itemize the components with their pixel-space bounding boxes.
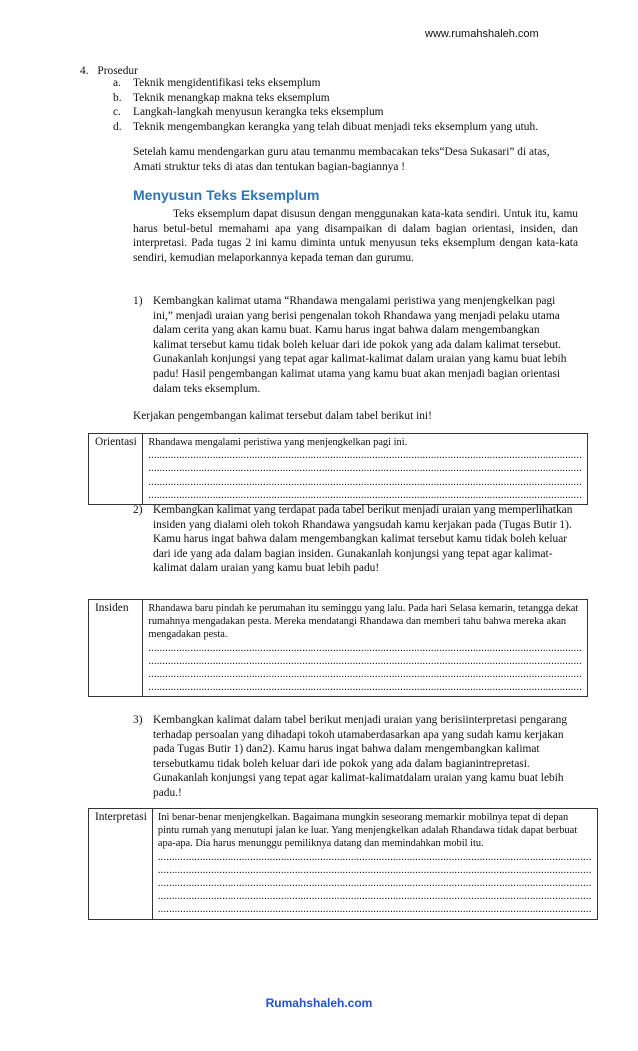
list-item-letter: a. — [113, 77, 121, 89]
list-item-text: Teknik mengembangkan kerangka yang telah dibuat menjadi teks eksemplum yang utuh. — [133, 120, 539, 133]
list-item-letter: c. — [113, 106, 121, 119]
answer-line[interactable]: ........................................................................................................................................................... — [157, 878, 592, 890]
task-item-1 — [133, 294, 573, 396]
table-text: Rhandawa baru pindah ke perumahan itu seminggu yang lalu. Pada hari Selasa kemarin, tetangga dekat rumahnya mengadakan pesta. Mereka mendatangi Rhandawa dan memberi tahu bahwa mereka akan mengadakan pesta. — [148, 603, 579, 641]
list-item — [113, 91, 593, 106]
answer-line[interactable]: ........................................................................................................................................................... — [148, 642, 582, 654]
task-number: 3) — [133, 714, 143, 726]
list-item-letter: b. — [113, 91, 122, 104]
table-instruction: Kerjakan pengembangan kalimat tersebut dalam tabel berikut ini! — [133, 410, 432, 422]
answer-line[interactable]: ........................................................................................................................................................... — [148, 489, 582, 501]
task-text: Kembangkan kalimat yang terdapat pada tabel berikut menjadi uraian yang memperlihatkan insiden yang dialami oleh tokoh Rhandawa yangsudah kamu kerjakan pada (Tugas Butir 1). Kamu harus ingat bahwa dalam mengembangkan kalimat tersebut kamu tidak boleh keluar dari ide yang ada dalam bagian insiden. Gunakanlah konjungsi yang tepat agar kalimat-kalimat dalam uraian yang kamu buat lebih padu! — [153, 504, 573, 575]
list-item — [113, 120, 593, 135]
section-title: Prosedur — [97, 65, 138, 77]
answer-line[interactable]: ........................................................................................................................................................... — [148, 450, 582, 462]
insiden-table — [88, 599, 588, 697]
list-item-text: Teknik mengidentifikasi teks eksemplum — [133, 77, 321, 89]
table-label: Interpretasi — [89, 809, 153, 920]
answer-line[interactable]: ........................................................................................................................................................... — [148, 682, 582, 694]
sub-item-list — [113, 76, 593, 134]
task-item-2 — [133, 503, 573, 576]
section-subheading: Menyusun Teks Eksemplum — [133, 187, 320, 203]
task-text: Kembangkan kalimat utama “Rhandawa mengalami peristiwa yang menjengkelkan pagi ini,” menjadi uraian yang berisi pengenalan tokoh Rhandawa yang menjadi pelaku utama dalam cerita yang akan kamu buat. Kamu harus ingat bahwa dalam mengembangkan kalimat tersebut kamu tidak boleh keluar dari ide pokok yang ada dalam kalimat tersebut. Gunakanlah konjungsi yang tepat agar kalimat-kalimat dalam uraian yang kamu buat lebih padu! Hasil pengembangan kalimat utama yang kamu buat akan menjadi bagian orientasi dalam teks eksemplum. — [153, 295, 567, 395]
task-item-3 — [133, 713, 573, 801]
table-content — [143, 600, 588, 697]
table-text: Ini benar-benar menjengkelkan. Bagaimana mungkin seseorang memarkir mobilnya tepat di depan pintu rumah yang menutupi jalan ke luar. Yang menjengkelkan adalah Rhandawa tidak dapat berbuat apa-apa. Dia harus menunggu pemiliknya datang dan memindahkan mobil itu. — [157, 812, 578, 850]
header-url: www.rumahshaleh.com — [425, 28, 539, 40]
table-content — [143, 434, 588, 505]
answer-line[interactable]: ........................................................................................................................................................... — [157, 904, 592, 916]
table-content — [152, 809, 597, 920]
table-text: Rhandawa mengalami peristiwa yang menjengkelkan pagi ini. — [148, 437, 408, 448]
answer-line[interactable]: ........................................................................................................................................................... — [157, 864, 592, 876]
list-item-letter: d. — [113, 120, 122, 133]
answer-line[interactable]: ........................................................................................................................................................... — [148, 476, 582, 488]
footer-link[interactable]: Rumahshaleh.com — [265, 996, 373, 1010]
instruction-text: Setelah kamu mendengarkan guru atau temanmu membacakan teks“Desa Sukasari” di atas, Amati struktur teks di atas dan tentukan bagian-bagiannya ! — [133, 146, 550, 173]
answer-line[interactable]: ........................................................................................................................................................... — [148, 655, 582, 667]
list-item-text: Langkah-langkah menyusun kerangka teks eksemplum — [133, 106, 384, 119]
list-item — [113, 105, 593, 120]
table-label: Orientasi — [89, 434, 143, 505]
task-number: 2) — [133, 504, 143, 516]
answer-line[interactable]: ........................................................................................................................................................... — [157, 851, 592, 863]
answer-line[interactable]: ........................................................................................................................................................... — [148, 669, 582, 681]
list-item — [113, 76, 593, 91]
answer-line[interactable]: ........................................................................................................................................................... — [157, 891, 592, 903]
orientasi-table — [88, 433, 588, 505]
task-text: Kembangkan kalimat dalam tabel berikut menjadi uraian yang berisiinterpretasi pengarang terhadap persoalan yang dihadapi tokoh utamaberdasarkan apa yang sudah kamu kerjakan pada Tugas Butir 1) dan2). Kamu harus ingat bahwa dalam mengembangkan kalimat tersebutkamu tidak boleh keluar dari ide pokok yang ada dalam bagianintrepretasi. Gunakanlah konjungsi yang tepat agar kalimat-kalimatdalam uraian yang kamu buat lebih padu.! — [153, 714, 568, 799]
task-number: 1) — [133, 295, 143, 307]
section-number: 4. — [80, 65, 89, 77]
list-item-text: Teknik menangkap makna teks eksemplum — [133, 91, 330, 104]
answer-line[interactable]: ........................................................................................................................................................... — [148, 463, 582, 475]
interpretasi-table — [88, 808, 598, 920]
intro-paragraph: Teks eksemplum dapat disusun dengan menggunakan kata-kata sendiri. Untuk itu, kamu harus betul-betul memahami apa yang disampaikan di dalam bagian orientasi, insiden, dan interpretasi. Pada tugas 2 ini kamu diminta untuk menyusun teks eksemplum dengan kata-kata sendiri, kemudian melaporkannya kepada teman dan gurumu. — [133, 208, 578, 264]
table-label: Insiden — [89, 600, 143, 697]
